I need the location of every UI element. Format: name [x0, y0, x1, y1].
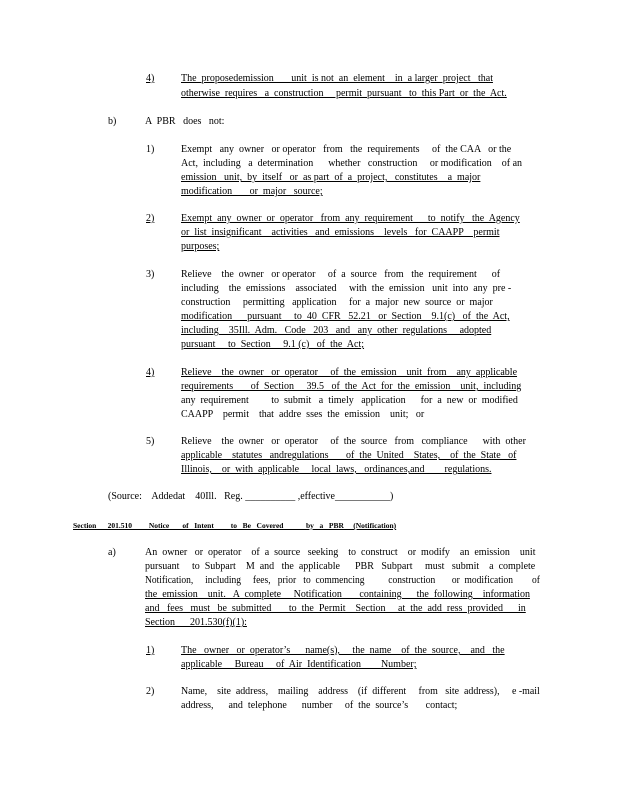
- item-text-line: pursuant to Subpart M and the applicable PBR Subpart must submit a complete: [145, 561, 536, 572]
- item-text-line: emission unit, by itself or as part of a project, constitutes a major: [181, 172, 481, 183]
- item-marker: 2): [146, 213, 155, 224]
- item-text-line: including the emissions associated with the emission unit into any pre -: [181, 283, 512, 294]
- item-marker: 1): [146, 645, 155, 656]
- item-text-line: purposes;: [181, 241, 220, 252]
- item-text-line: Notification, including fees, prior to commencing construction or modification of: [145, 575, 540, 586]
- section-marker: b): [108, 116, 117, 127]
- item-text-line: A PBR does not:: [145, 116, 225, 127]
- item-text-line: address, and telephone number of the source’s contact;: [181, 700, 458, 711]
- item-text-line: modification pursuant to 40 CFR 52.21 or Section 9.1(c) of the Act,: [181, 311, 510, 322]
- item-marker: 1): [146, 144, 155, 155]
- item-text-line: An owner or operator of a source seeking to construct or modify an emission unit: [145, 547, 536, 558]
- item-marker: 4): [146, 367, 155, 378]
- item-text-line: otherwise requires a construction permit pursuant to this Part or the Act.: [181, 88, 507, 99]
- item-text-line: the emission unit. A complete Notification containing the following information: [145, 589, 530, 600]
- item-text-line: applicable Bureau of Air Identification Number;: [181, 659, 417, 670]
- item-text-line: pursuant to Section 9.1 (c) of the Act;: [181, 339, 365, 350]
- source-note: (Source: Addedat 40Ill. Reg. __________ ,effective___________): [108, 491, 394, 502]
- item-text-line: applicable statutes andregulations of the United States, of the State of: [181, 450, 517, 461]
- item-text-line: modification or major source;: [181, 186, 323, 197]
- section-heading: Section 201.510 Notice of Intent to Be Covered by a PBR (Notification): [73, 521, 397, 530]
- item-marker: 2): [146, 686, 155, 697]
- item-text-line: construction permitting application for a major new source or major: [181, 297, 493, 308]
- item-text-line: or list insignificant activities and emissions levels for CAAPP permit: [181, 227, 500, 238]
- item-text-line: any requirement to submit a timely application for a new or modified: [181, 395, 518, 406]
- item-text-line: Relieve the owner or operator of a source from the requirement of: [181, 269, 501, 280]
- item-text-line: Name, site address, mailing address (if different from site address), e -mail: [181, 686, 540, 697]
- item-marker: 5): [146, 436, 155, 447]
- item-text-line: The proposedemission unit is not an element in a larger project that: [181, 73, 493, 84]
- item-text-line: Relieve the owner or operator of the emission unit from any applicable: [181, 367, 518, 378]
- item-text-line: Section 201.530(f)(1):: [145, 617, 247, 628]
- item-text-line: Exempt any owner or operator from any requirement to notify the Agency: [181, 213, 520, 224]
- item-text-line: Relieve the owner or operator of the source from compliance with other: [181, 436, 526, 447]
- item-marker: 3): [146, 269, 155, 280]
- item-text-line: requirements of Section 39.5 of the Act for the emission unit, including: [181, 381, 522, 392]
- item-text-line: The owner or operator’s name(s), the name of the source, and the: [181, 645, 505, 656]
- item-text-line: Illinois, or with applicable local laws, ordinances,and regulations.: [181, 464, 492, 475]
- item-text-line: including 35Ill. Adm. Code 203 and any other regulations adopted: [181, 325, 492, 336]
- item-text-line: Act, including a determination whether construction or modification of an: [181, 158, 523, 169]
- item-marker: 4): [146, 73, 155, 84]
- item-text-line: CAAPP permit that addre sses the emission unit; or: [181, 409, 425, 420]
- item-text-line: and fees must be submitted to the Permit Section at the add ress provided in: [145, 603, 526, 614]
- item-text-line: Exempt any owner or operator from the requirements of the CAA or the: [181, 144, 512, 155]
- section-marker: a): [108, 547, 116, 558]
